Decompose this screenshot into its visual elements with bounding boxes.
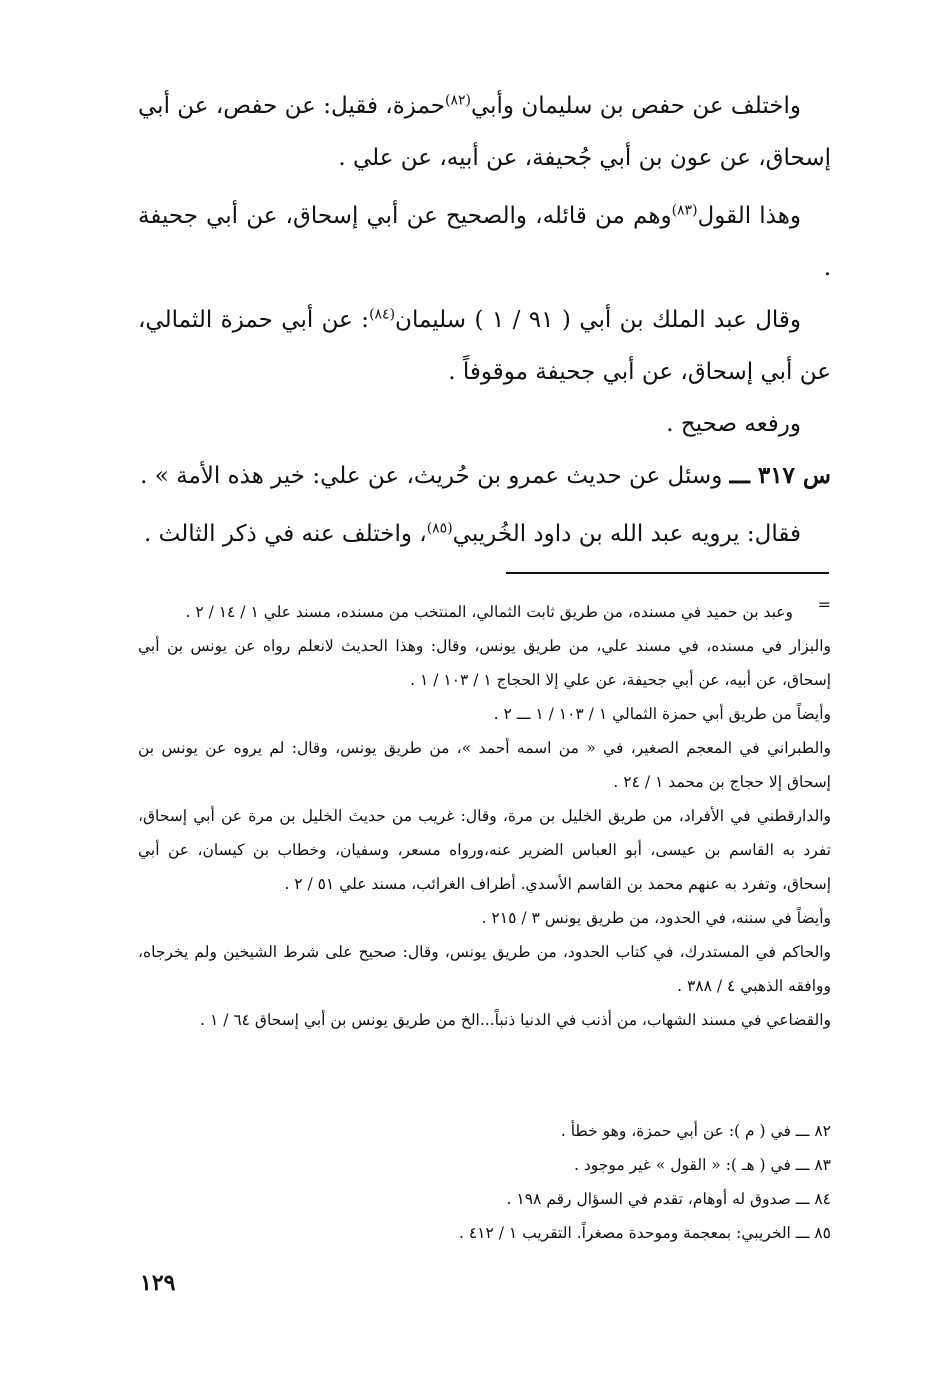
footnote-ref-85: (٨٥) [426,520,453,537]
footnote-85: ٨٥ ـــ الخريبي: بمعجمة وموحدة مصغراً. التقريب ١ / ٤١٢ . [458,1224,831,1242]
note-line: وأيضاً من طريق أبي حمزة الثمالي ١ / ١٠٣ / ١ ـــ ٢ . [493,705,831,723]
continuation-mark: = [817,595,831,614]
paragraph-2 [138,190,831,294]
text-run: واختلف عن حفص بن سليمان وأبي [470,93,801,119]
note-line: وعبد بن حميد في مسنده، من طريق ثابت الثمالي، المنتخب من مسنده، مسند علي ١ / ١٤ / ٢ . [185,603,793,621]
note-line: والبزار في مسنده، في مسند علي، من طريق يونس، وقال: وهذا الحديث لانعلم رواه عن يونس بن أبي إسحاق، عن أبيه، عن أبي جحيفة، عن علي إلا الحجاج ١ / ١٠٣ / ١ . [138,637,831,689]
text-run: : عن أبي حمزة الثمالي، عن أبي إسحاق، عن أبي جحيفة موقوفاً . [138,307,831,385]
note-line: وأيضاً في سننه، في الحدود، من طريق يونس ٣ / ٢١٥ . [481,909,831,927]
footnote-ref-82: (٨٢) [444,92,471,109]
footnote-ref-84: (٨٤) [369,306,396,323]
text-run: فقال: يرويه عبد الله بن داود الخُريبي [452,521,801,547]
text-run: حمزة، فقيل: عن حفص، عن أبي إسحاق، عن عون بن أبي جُحيفة، عن أبيه، عن علي . [138,93,831,171]
text-run: وهم من قائله، والصحيح عن أبي إسحاق، عن أبي جحيفة . [138,203,831,281]
note-line: والقضاعي في مسند الشهاب، من أذنب في الدنيا ذنباً...الخ من طريق يونس بن أبي إسحاق ٦٤ / ١ . [200,1011,831,1029]
paragraph-5 [138,508,831,560]
footnote-ref-83: (٨٣) [671,202,698,219]
footnote-divider [506,572,829,574]
continued-notes [138,595,831,1037]
footnote-84: ٨٤ ـــ صدوق له أوهام، تقدم في السؤال رقم ١٩٨ . [506,1190,831,1208]
paragraph-4: ورفعه صحيح . [666,411,801,437]
text-run: وقال عبد الملك بن أبي ( ٩١ / ١ ) سليمان [395,307,802,333]
question-number: س ٣١٧ ـــ [729,462,831,489]
paragraph-1 [138,80,831,184]
footnote-82: ٨٢ ـــ في ( م ): عن أبي حمزة، وهو خطأ . [560,1122,831,1140]
note-line: والطبراني في المعجم الصغير، في « من اسمه أحمد »، من طريق يونس، وقال: لم يروه عن يونس بن إسحاق إلا حجاج بن محمد ١ / ٢٤ . [138,739,831,791]
note-line: والحاكم في المستدرك، في كتاب الحدود، من طريق يونس، وقال: صحيح على شرط الشيخين ولم يخرجاه، ووافقه الذهبي ٤ / ٣٨٨ . [138,943,831,995]
note-line: والدارقطني في الأفراد، من طريق الخليل بن مرة، وقال: غريب من حديث الخليل بن مرة عن أبي إسحاق، تفرد به القاسم بن عيسى، أبو العباس الضرير عنه،ورواه مسعر، وسفيان، وخطاب بن كيسان، عن أبي إسحاق، وتفرد به عنهم محمد بن القاسم الأسدي. أطراف الغرائب، مسند علي ٥١ / ٢ . [138,807,831,893]
note-continuation [138,595,831,629]
page-number: ١٢٩ [140,1270,176,1296]
main-text [138,80,831,560]
question-text: وسئل عن حديث عمرو بن حُريث، عن علي: خير هذه الأمة » . [140,463,723,489]
text-run: ، واختلف عنه في ذكر الثالث . [144,521,427,547]
question-317 [138,450,831,502]
paragraph-3 [138,294,831,398]
footnote-83: ٨٣ ـــ في ( هـ ): « القول » غير موجود . [573,1156,831,1174]
footnotes [138,1114,831,1250]
text-run: وهذا القول [697,203,802,229]
